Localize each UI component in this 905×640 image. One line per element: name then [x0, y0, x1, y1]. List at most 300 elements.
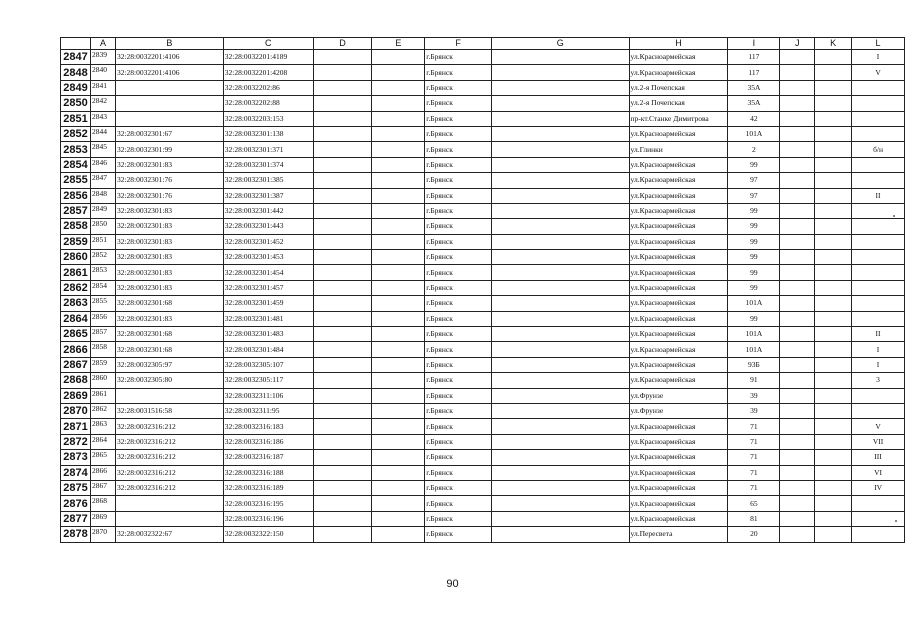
cell-l[interactable]: V [852, 419, 905, 434]
cell-f[interactable]: г.Брянск [425, 511, 492, 526]
cell-c[interactable]: 32:28:0032201:4189 [223, 50, 313, 65]
cell-h[interactable]: ул.Красноармейская [629, 50, 728, 65]
cell-i[interactable]: 39 [728, 388, 780, 403]
cell-d[interactable] [313, 327, 372, 342]
row-number[interactable]: 2862 [61, 280, 91, 295]
cell-b[interactable]: 32:28:0032301:68 [115, 327, 223, 342]
cell-d[interactable] [313, 234, 372, 249]
cell-h[interactable]: ул.2-я Почепская [629, 96, 728, 111]
cell-i[interactable]: 71 [728, 465, 780, 480]
cell-g[interactable] [492, 65, 629, 80]
cell-b[interactable]: 32:28:0032316:212 [115, 465, 223, 480]
cell-j[interactable] [780, 419, 815, 434]
cell-a[interactable]: 2857 [90, 327, 115, 342]
cell-h[interactable]: ул.Пересвета [629, 527, 728, 542]
cell-g[interactable] [492, 480, 629, 495]
cell-c[interactable]: 32:28:0032316:187 [223, 450, 313, 465]
cell-f[interactable]: г.Брянск [425, 480, 492, 495]
cell-i[interactable]: 91 [728, 373, 780, 388]
row-number[interactable]: 2877 [61, 511, 91, 526]
cell-k[interactable] [815, 157, 852, 172]
cell-e[interactable] [372, 496, 425, 511]
cell-l[interactable] [852, 388, 905, 403]
cell-l[interactable]: V [852, 65, 905, 80]
cell-c[interactable]: 32:28:0032301:453 [223, 250, 313, 265]
row-number[interactable]: 2864 [61, 311, 91, 326]
row-number[interactable]: 2858 [61, 219, 91, 234]
row-number[interactable]: 2849 [61, 80, 91, 95]
cell-i[interactable]: 99 [728, 250, 780, 265]
cell-e[interactable] [372, 80, 425, 95]
cell-f[interactable]: г.Брянск [425, 450, 492, 465]
row-number[interactable]: 2876 [61, 496, 91, 511]
cell-d[interactable] [313, 96, 372, 111]
cell-a[interactable]: 2842 [90, 96, 115, 111]
cell-i[interactable]: 117 [728, 50, 780, 65]
cell-i[interactable]: 93Б [728, 357, 780, 372]
cell-l[interactable] [852, 126, 905, 141]
cell-f[interactable]: г.Брянск [425, 465, 492, 480]
cell-c[interactable]: 32:28:0032301:481 [223, 311, 313, 326]
cell-a[interactable]: 2852 [90, 250, 115, 265]
cell-j[interactable] [780, 234, 815, 249]
cell-d[interactable] [313, 419, 372, 434]
cell-d[interactable] [313, 173, 372, 188]
cell-g[interactable] [492, 234, 629, 249]
cell-b[interactable]: 32:28:0032301:83 [115, 280, 223, 295]
cell-i[interactable]: 99 [728, 219, 780, 234]
cell-e[interactable] [372, 419, 425, 434]
row-number[interactable]: 2871 [61, 419, 91, 434]
cell-b[interactable] [115, 96, 223, 111]
cell-k[interactable] [815, 80, 852, 95]
cell-c[interactable]: 32:28:0032322:150 [223, 527, 313, 542]
cell-j[interactable] [780, 265, 815, 280]
cell-g[interactable] [492, 219, 629, 234]
cell-e[interactable] [372, 173, 425, 188]
cell-g[interactable] [492, 357, 629, 372]
cell-k[interactable] [815, 434, 852, 449]
cell-d[interactable] [313, 203, 372, 218]
cell-i[interactable]: 20 [728, 527, 780, 542]
row-number[interactable]: 2866 [61, 342, 91, 357]
cell-d[interactable] [313, 280, 372, 295]
cell-h[interactable]: ул.Красноармейская [629, 327, 728, 342]
cell-a[interactable]: 2854 [90, 280, 115, 295]
cell-f[interactable]: г.Брянск [425, 327, 492, 342]
cell-c[interactable]: 32:28:0032316:189 [223, 480, 313, 495]
cell-i[interactable]: 39 [728, 403, 780, 418]
cell-l[interactable] [852, 296, 905, 311]
cell-c[interactable]: 32:28:0032301:457 [223, 280, 313, 295]
cell-d[interactable] [313, 480, 372, 495]
cell-e[interactable] [372, 157, 425, 172]
cell-c[interactable]: 32:28:0032301:454 [223, 265, 313, 280]
cell-h[interactable]: ул.Красноармейская [629, 373, 728, 388]
cell-g[interactable] [492, 126, 629, 141]
cell-a[interactable]: 2860 [90, 373, 115, 388]
cell-b[interactable]: 32:28:0032316:212 [115, 434, 223, 449]
cell-l[interactable] [852, 203, 905, 218]
cell-j[interactable] [780, 311, 815, 326]
cell-d[interactable] [313, 403, 372, 418]
cell-k[interactable] [815, 388, 852, 403]
cell-h[interactable]: ул.Красноармейская [629, 342, 728, 357]
cell-a[interactable]: 2862 [90, 403, 115, 418]
cell-g[interactable] [492, 50, 629, 65]
cell-h[interactable]: ул.Красноармейская [629, 450, 728, 465]
cell-j[interactable] [780, 188, 815, 203]
cell-a[interactable]: 2839 [90, 50, 115, 65]
cell-b[interactable]: 32:28:0032301:76 [115, 173, 223, 188]
cell-h[interactable]: ул.Красноармейская [629, 511, 728, 526]
cell-c[interactable]: 32:28:0032301:138 [223, 126, 313, 141]
row-number[interactable]: 2873 [61, 450, 91, 465]
cell-i[interactable]: 71 [728, 434, 780, 449]
cell-i[interactable]: 99 [728, 311, 780, 326]
cell-i[interactable]: 99 [728, 203, 780, 218]
cell-a[interactable]: 2867 [90, 480, 115, 495]
cell-j[interactable] [780, 157, 815, 172]
cell-b[interactable]: 32:28:0032305:97 [115, 357, 223, 372]
cell-e[interactable] [372, 250, 425, 265]
cell-k[interactable] [815, 250, 852, 265]
cell-b[interactable]: 32:28:0032301:76 [115, 188, 223, 203]
row-number[interactable]: 2854 [61, 157, 91, 172]
cell-h[interactable]: ул.Красноармейская [629, 234, 728, 249]
cell-g[interactable] [492, 173, 629, 188]
cell-h[interactable]: ул.Красноармейская [629, 434, 728, 449]
cell-l[interactable] [852, 511, 905, 526]
column-header-c[interactable]: C [223, 38, 313, 50]
cell-d[interactable] [313, 296, 372, 311]
cell-c[interactable]: 32:28:0032316:183 [223, 419, 313, 434]
cell-j[interactable] [780, 388, 815, 403]
cell-b[interactable]: 32:28:0032316:212 [115, 450, 223, 465]
cell-g[interactable] [492, 111, 629, 126]
cell-j[interactable] [780, 434, 815, 449]
cell-b[interactable]: 32:28:0031516:58 [115, 403, 223, 418]
cell-d[interactable] [313, 265, 372, 280]
cell-c[interactable]: 32:28:0032316:195 [223, 496, 313, 511]
cell-j[interactable] [780, 480, 815, 495]
cell-c[interactable]: 32:28:0032316:186 [223, 434, 313, 449]
cell-j[interactable] [780, 296, 815, 311]
cell-f[interactable]: г.Брянск [425, 173, 492, 188]
cell-a[interactable]: 2864 [90, 434, 115, 449]
cell-k[interactable] [815, 373, 852, 388]
cell-b[interactable]: 32:28:0032301:83 [115, 265, 223, 280]
cell-i[interactable]: 97 [728, 173, 780, 188]
cell-a[interactable]: 2845 [90, 142, 115, 157]
cell-j[interactable] [780, 496, 815, 511]
cell-b[interactable]: 32:28:0032322:67 [115, 527, 223, 542]
cell-l[interactable]: III [852, 450, 905, 465]
cell-i[interactable]: 99 [728, 234, 780, 249]
cell-b[interactable] [115, 111, 223, 126]
cell-k[interactable] [815, 173, 852, 188]
row-number[interactable]: 2852 [61, 126, 91, 141]
cell-h[interactable]: ул.Красноармейская [629, 126, 728, 141]
cell-a[interactable]: 2869 [90, 511, 115, 526]
cell-d[interactable] [313, 126, 372, 141]
cell-e[interactable] [372, 311, 425, 326]
cell-b[interactable]: 32:28:0032316:212 [115, 480, 223, 495]
cell-h[interactable]: пр-кт.Станке Димитрова [629, 111, 728, 126]
cell-l[interactable] [852, 219, 905, 234]
cell-j[interactable] [780, 173, 815, 188]
cell-j[interactable] [780, 327, 815, 342]
cell-g[interactable] [492, 142, 629, 157]
row-number[interactable]: 2863 [61, 296, 91, 311]
cell-l[interactable]: I [852, 357, 905, 372]
cell-f[interactable]: г.Брянск [425, 203, 492, 218]
cell-g[interactable] [492, 419, 629, 434]
cell-f[interactable]: г.Брянск [425, 234, 492, 249]
cell-i[interactable]: 2 [728, 142, 780, 157]
cell-k[interactable] [815, 403, 852, 418]
cell-l[interactable] [852, 80, 905, 95]
cell-d[interactable] [313, 465, 372, 480]
cell-k[interactable] [815, 357, 852, 372]
row-number[interactable]: 2855 [61, 173, 91, 188]
cell-a[interactable]: 2858 [90, 342, 115, 357]
cell-f[interactable]: г.Брянск [425, 219, 492, 234]
cell-k[interactable] [815, 311, 852, 326]
cell-g[interactable] [492, 434, 629, 449]
cell-h[interactable]: ул.Красноармейская [629, 311, 728, 326]
cell-d[interactable] [313, 373, 372, 388]
cell-f[interactable]: г.Брянск [425, 388, 492, 403]
cell-g[interactable] [492, 280, 629, 295]
cell-k[interactable] [815, 96, 852, 111]
cell-a[interactable]: 2863 [90, 419, 115, 434]
cell-k[interactable] [815, 511, 852, 526]
cell-i[interactable]: 101А [728, 296, 780, 311]
cell-i[interactable]: 101А [728, 126, 780, 141]
header-corner[interactable] [61, 38, 91, 50]
cell-k[interactable] [815, 142, 852, 157]
cell-g[interactable] [492, 496, 629, 511]
cell-k[interactable] [815, 65, 852, 80]
row-number[interactable]: 2853 [61, 142, 91, 157]
cell-h[interactable]: ул.Глинки [629, 142, 728, 157]
cell-g[interactable] [492, 250, 629, 265]
cell-g[interactable] [492, 265, 629, 280]
cell-e[interactable] [372, 527, 425, 542]
cell-f[interactable]: г.Брянск [425, 157, 492, 172]
cell-f[interactable]: г.Брянск [425, 80, 492, 95]
cell-l[interactable] [852, 311, 905, 326]
cell-a[interactable]: 2865 [90, 450, 115, 465]
cell-a[interactable]: 2855 [90, 296, 115, 311]
cell-l[interactable] [852, 496, 905, 511]
cell-e[interactable] [372, 480, 425, 495]
cell-c[interactable]: 32:28:0032301:374 [223, 157, 313, 172]
row-number[interactable]: 2856 [61, 188, 91, 203]
cell-d[interactable] [313, 388, 372, 403]
cell-e[interactable] [372, 434, 425, 449]
cell-g[interactable] [492, 327, 629, 342]
cell-c[interactable]: 32:28:0032305:117 [223, 373, 313, 388]
cell-l[interactable] [852, 173, 905, 188]
cell-f[interactable]: г.Брянск [425, 403, 492, 418]
cell-a[interactable]: 2856 [90, 311, 115, 326]
cell-e[interactable] [372, 219, 425, 234]
row-number[interactable]: 2867 [61, 357, 91, 372]
row-number[interactable]: 2865 [61, 327, 91, 342]
cell-i[interactable]: 65 [728, 496, 780, 511]
cell-j[interactable] [780, 142, 815, 157]
cell-f[interactable]: г.Брянск [425, 434, 492, 449]
row-number[interactable]: 2875 [61, 480, 91, 495]
column-header-f[interactable]: F [425, 38, 492, 50]
cell-h[interactable]: ул.Красноармейская [629, 480, 728, 495]
cell-d[interactable] [313, 450, 372, 465]
cell-c[interactable]: 32:28:0032301:387 [223, 188, 313, 203]
cell-a[interactable]: 2859 [90, 357, 115, 372]
cell-f[interactable]: г.Брянск [425, 126, 492, 141]
cell-e[interactable] [372, 403, 425, 418]
cell-k[interactable] [815, 465, 852, 480]
cell-a[interactable]: 2847 [90, 173, 115, 188]
cell-a[interactable]: 2868 [90, 496, 115, 511]
cell-f[interactable]: г.Брянск [425, 342, 492, 357]
cell-f[interactable]: г.Брянск [425, 527, 492, 542]
cell-e[interactable] [372, 234, 425, 249]
cell-c[interactable]: 32:28:0032305:107 [223, 357, 313, 372]
cell-e[interactable] [372, 265, 425, 280]
cell-d[interactable] [313, 111, 372, 126]
cell-f[interactable]: г.Брянск [425, 142, 492, 157]
cell-l[interactable]: IV [852, 480, 905, 495]
cell-e[interactable] [372, 50, 425, 65]
column-header-g[interactable]: G [492, 38, 629, 50]
cell-k[interactable] [815, 234, 852, 249]
cell-k[interactable] [815, 265, 852, 280]
cell-h[interactable]: ул.Красноармейская [629, 65, 728, 80]
cell-e[interactable] [372, 296, 425, 311]
cell-e[interactable] [372, 511, 425, 526]
cell-k[interactable] [815, 480, 852, 495]
cell-b[interactable]: 32:28:0032301:68 [115, 342, 223, 357]
cell-c[interactable]: 32:28:0032316:196 [223, 511, 313, 526]
cell-b[interactable]: 32:28:0032201:4106 [115, 50, 223, 65]
cell-h[interactable]: ул.Красноармейская [629, 250, 728, 265]
cell-d[interactable] [313, 434, 372, 449]
cell-b[interactable]: 32:28:0032301:83 [115, 157, 223, 172]
cell-k[interactable] [815, 111, 852, 126]
cell-j[interactable] [780, 65, 815, 80]
cell-k[interactable] [815, 327, 852, 342]
cell-j[interactable] [780, 403, 815, 418]
cell-b[interactable]: 32:28:0032305:80 [115, 373, 223, 388]
cell-h[interactable]: ул.Красноармейская [629, 357, 728, 372]
cell-i[interactable]: 35А [728, 80, 780, 95]
cell-a[interactable]: 2851 [90, 234, 115, 249]
cell-l[interactable] [852, 157, 905, 172]
row-number[interactable]: 2869 [61, 388, 91, 403]
cell-h[interactable]: ул.Красноармейская [629, 188, 728, 203]
row-number[interactable]: 2847 [61, 50, 91, 65]
cell-k[interactable] [815, 126, 852, 141]
cell-g[interactable] [492, 311, 629, 326]
cell-a[interactable]: 2841 [90, 80, 115, 95]
cell-i[interactable]: 71 [728, 419, 780, 434]
cell-j[interactable] [780, 111, 815, 126]
row-number[interactable]: 2861 [61, 265, 91, 280]
cell-d[interactable] [313, 65, 372, 80]
cell-c[interactable]: 32:28:0032301:484 [223, 342, 313, 357]
cell-b[interactable]: 32:28:0032201:4106 [115, 65, 223, 80]
cell-g[interactable] [492, 450, 629, 465]
cell-j[interactable] [780, 219, 815, 234]
column-header-b[interactable]: B [115, 38, 223, 50]
cell-l[interactable]: VII [852, 434, 905, 449]
cell-f[interactable]: г.Брянск [425, 311, 492, 326]
cell-h[interactable]: ул.Красноармейская [629, 173, 728, 188]
cell-c[interactable]: 32:28:0032201:4208 [223, 65, 313, 80]
cell-d[interactable] [313, 50, 372, 65]
cell-a[interactable]: 2853 [90, 265, 115, 280]
cell-k[interactable] [815, 280, 852, 295]
cell-a[interactable]: 2840 [90, 65, 115, 80]
cell-i[interactable]: 117 [728, 65, 780, 80]
cell-a[interactable]: 2848 [90, 188, 115, 203]
cell-e[interactable] [372, 111, 425, 126]
cell-e[interactable] [372, 327, 425, 342]
cell-j[interactable] [780, 280, 815, 295]
column-header-l[interactable]: L [852, 38, 905, 50]
cell-l[interactable]: I [852, 50, 905, 65]
cell-f[interactable]: г.Брянск [425, 357, 492, 372]
cell-c[interactable]: 32:28:0032301:385 [223, 173, 313, 188]
cell-f[interactable]: г.Брянск [425, 265, 492, 280]
cell-e[interactable] [372, 373, 425, 388]
cell-h[interactable]: ул.Красноармейская [629, 496, 728, 511]
cell-i[interactable]: 35А [728, 96, 780, 111]
cell-l[interactable] [852, 280, 905, 295]
cell-b[interactable]: 32:28:0032301:83 [115, 219, 223, 234]
cell-g[interactable] [492, 388, 629, 403]
cell-j[interactable] [780, 465, 815, 480]
cell-d[interactable] [313, 496, 372, 511]
row-number[interactable]: 2872 [61, 434, 91, 449]
cell-i[interactable]: 101А [728, 327, 780, 342]
cell-c[interactable]: 32:28:0032311:95 [223, 403, 313, 418]
cell-f[interactable]: г.Брянск [425, 419, 492, 434]
cell-l[interactable]: II [852, 327, 905, 342]
cell-c[interactable]: 32:28:0032203:153 [223, 111, 313, 126]
cell-k[interactable] [815, 450, 852, 465]
cell-a[interactable]: 2846 [90, 157, 115, 172]
cell-j[interactable] [780, 511, 815, 526]
cell-d[interactable] [313, 80, 372, 95]
cell-d[interactable] [313, 188, 372, 203]
cell-f[interactable]: г.Брянск [425, 250, 492, 265]
cell-c[interactable]: 32:28:0032316:188 [223, 465, 313, 480]
cell-f[interactable]: г.Брянск [425, 188, 492, 203]
cell-l[interactable] [852, 250, 905, 265]
row-number[interactable]: 2868 [61, 373, 91, 388]
cell-h[interactable]: ул.Красноармейская [629, 280, 728, 295]
cell-c[interactable]: 32:28:0032301:452 [223, 234, 313, 249]
cell-l[interactable] [852, 234, 905, 249]
cell-f[interactable]: г.Брянск [425, 50, 492, 65]
cell-i[interactable]: 99 [728, 280, 780, 295]
column-header-d[interactable]: D [313, 38, 372, 50]
cell-g[interactable] [492, 511, 629, 526]
